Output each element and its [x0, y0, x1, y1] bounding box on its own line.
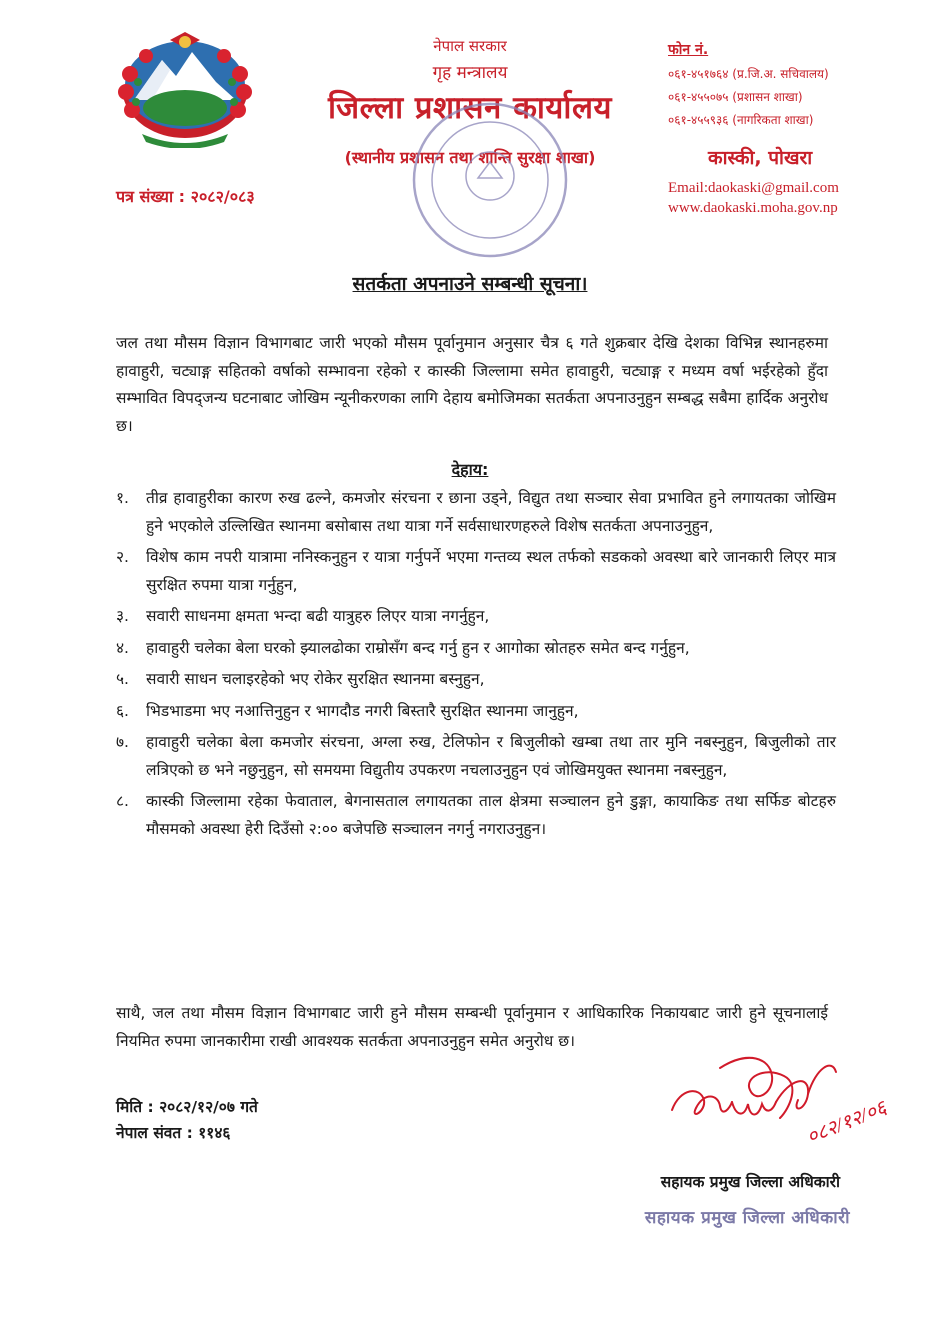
intro-paragraph: जल तथा मौसम विज्ञान विभागबाट जारी भएको मौसम पूर्वानुमान अनुसार चैत्र ६ गते शुक्रबार देखि देशका विभिन्न स्थानहरुमा हावाहुरी, चट्याङ्ग सहितको वर्षाको सम्भावना रहेको र कास्की जिल्लामा समेत हावाहुरी, चट्याङ्ग र मध्यम वर्षा भईरहेको हुँदा सम्भावित विपद्जन्य घटनाबाट जोखिम न्यूनीकरणका लागि देहाय बमोजिमका सतर्कता अपनाउनुहुन सम्बद्ध सबैमा हार्दिक अनुरोध छ। [116, 334, 828, 435]
email-text: Email:daokaski@gmail.com [668, 180, 839, 196]
item-number: ७. [116, 733, 129, 751]
item-text: सवारी साधनमा क्षमता भन्दा बढी यात्रुहरु लिएर यात्रा नगर्नुहुन, [146, 607, 490, 625]
nepal-emblem-icon [112, 30, 258, 148]
subheading: देहाय: [451, 460, 489, 479]
phone-line: ०६१-४५५९३६ (नागरिकता शाखा) [668, 113, 814, 127]
ministry-name: गृह मन्त्रालय [432, 63, 508, 83]
office-location: कास्की, पोखरा [708, 147, 813, 169]
list-item [116, 544, 836, 599]
office-stamp-icon [396, 96, 584, 264]
reference-number: पत्र संख्या : २०८२/०८३ [116, 187, 255, 206]
contact-block [668, 40, 898, 132]
date-block [116, 1094, 258, 1146]
item-text: हावाहुरी चलेका बेला कमजोर संरचना, अग्ला रुख, टेलिफोन र बिजुलीको खम्बा तथा तार मुनि नबस्नुहुन, बिजुलीको तार लत्रिएको छ भने नछुनुहुन, सो समयमा विद्युतीय उपकरण नचलाउनुहुन एवं जोखिमयुक्त स्थानमा नबस्नुहुन, [146, 733, 836, 779]
list-item [116, 729, 836, 784]
signature-icon [660, 1048, 920, 1168]
issue-date: मिति : २०८२/१२/०७ गते [116, 1098, 258, 1116]
precaution-list [116, 485, 836, 847]
signatory-title: सहायक प्रमुख जिल्ला अधिकारी [660, 1173, 840, 1191]
item-text: कास्की जिल्लामा रहेका फेवाताल, बेगनासताल लगायतका ताल क्षेत्रमा सञ्चालन हुने डुङ्गा, कायाकिङ तथा सर्फिङ बोटहरु मौसमको अवस्था हेरी दिउँसो २:०० बजेपछि सञ्चालन नगर्नु नगराउनुहुन। [146, 792, 836, 838]
list-item [116, 635, 836, 663]
list-item [116, 788, 836, 843]
item-text: सवारी साधन चलाइरहेको भए रोकेर सुरक्षित स्थानमा बस्नुहुन, [146, 670, 485, 688]
item-number: १. [116, 489, 129, 507]
item-number: २. [116, 548, 129, 566]
item-number: ५. [116, 670, 129, 688]
item-number: ८. [116, 792, 129, 810]
item-text: विशेष काम नपरी यात्रामा ननिस्कनुहुन र यात्रा गर्नुपर्ने भएमा गन्तव्य स्थल तर्फको सडकको अवस्था बारे जानकारी लिएर मात्र सुरक्षित रुपमा यात्रा गर्नुहुन, [146, 548, 836, 594]
list-item [116, 603, 836, 631]
branch-name: (स्थानीय प्रशासन तथा शान्ति सुरक्षा शाखा) [344, 148, 596, 167]
item-number: ४. [116, 638, 129, 657]
phone-line: ०६१-४५५०७५ (प्रशासन शाखा) [668, 90, 803, 104]
list-item [116, 666, 836, 694]
website-text: www.daokaski.moha.gov.np [668, 200, 838, 216]
nepal-samvat: नेपाल संवत : ११४६ [116, 1124, 231, 1142]
office-name: जिल्ला प्रशासन कार्यालय [328, 90, 612, 126]
item-text: तीव्र हावाहुरीका कारण रुख ढल्ने, कमजोर संरचना र छाना उड्ने, विद्युत तथा सञ्चार सेवा प्रभावित हुने लगायतका जोखिम हुने भएकोले उल्लिखित स्थानमा बसोबास तथा यात्रा गर्ने सर्वसाधारणहरुले विशेष सतर्कता अपनाउनुहुन, [146, 489, 836, 535]
list-item [116, 485, 836, 540]
list-item [116, 698, 836, 726]
item-text: हावाहुरी चलेका बेला घरको झ्यालढोका राम्रोसँग बन्द गर्नु हुन र आगोका स्रोतहरु समेत बन्द गर्नुहुन, [146, 638, 690, 657]
notice-title: सतर्कता अपनाउने सम्बन्धी सूचना। [352, 273, 588, 295]
signature-date: ०८२/१२/०६ [803, 1096, 890, 1149]
stamp-title: सहायक प्रमुख जिल्ला अधिकारी [644, 1208, 850, 1228]
item-number: ६. [116, 701, 129, 720]
item-text: भिडभाडमा भए नआत्तिनुहुन र भागदौड नगरी बिस्तारै सुरक्षित स्थानमा जानुहुन, [146, 701, 579, 720]
phone-label: फोन नं. [668, 42, 709, 58]
web-contact [668, 178, 908, 218]
government-name: नेपाल सरकार [433, 37, 507, 55]
item-number: ३. [116, 607, 129, 625]
phone-line: ०६१-४५१७६४ (प्र.जि.अ. सचिवालय) [668, 67, 829, 81]
closing-paragraph: साथै, जल तथा मौसम विज्ञान विभागबाट जारी हुने मौसम सम्बन्धी पूर्वानुमान र आधिकारिक निकायबाट जारी हुने सूचनालाई नियमित रुपमा जानकारीमा राखी आवश्यक सतर्कता अपनाउनुहुन समेत अनुरोध छ। [116, 1004, 828, 1050]
